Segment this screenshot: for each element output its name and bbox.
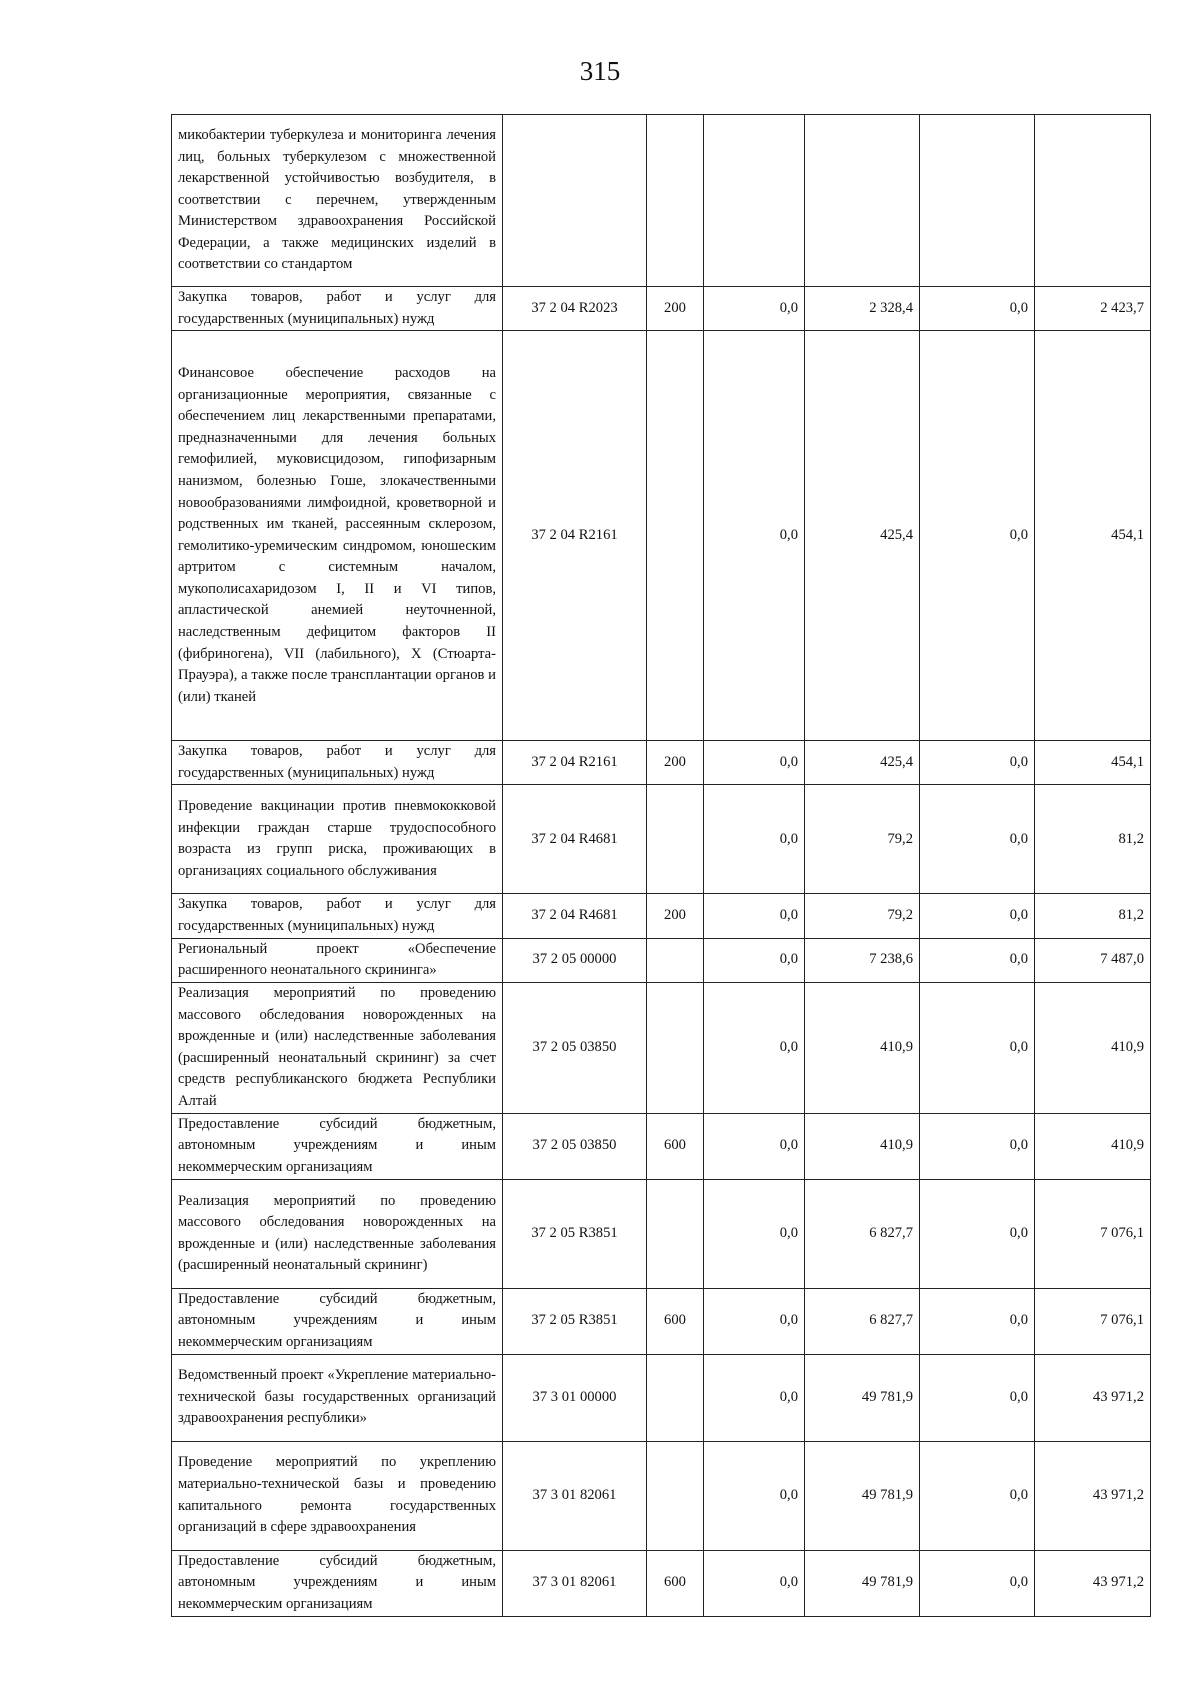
amount-col-3: 0,0 (920, 1288, 1035, 1354)
target-article-code: 37 2 04 R4681 (503, 894, 647, 938)
amount-col-3: 0,0 (920, 894, 1035, 938)
amount-col-2 (805, 115, 920, 287)
amount-col-4: 81,2 (1035, 785, 1151, 894)
amount-col-2: 7 238,6 (805, 938, 920, 982)
expense-type-code (647, 785, 704, 894)
amount-col-4: 2 423,7 (1035, 287, 1151, 331)
target-article-code: 37 3 01 00000 (503, 1354, 647, 1441)
table-row (172, 938, 1151, 982)
expense-type-code (647, 938, 704, 982)
amount-col-4: 81,2 (1035, 894, 1151, 938)
table-row (172, 1441, 1151, 1550)
amount-col-2: 79,2 (805, 894, 920, 938)
amount-col-1: 0,0 (704, 1113, 805, 1179)
amount-col-4: 43 971,2 (1035, 1354, 1151, 1441)
amount-col-2: 410,9 (805, 982, 920, 1113)
amount-col-1: 0,0 (704, 938, 805, 982)
row-description: Реализация мероприятий по проведению массового обследования новорожденных на врожденные и (или) наследственные заболевания (расширенный неонатальный скрининг) за счет средств республиканского бюджета Республики Алтай (172, 982, 503, 1113)
expense-type-code (647, 1179, 704, 1288)
target-article-code: 37 2 04 R2161 (503, 331, 647, 741)
amount-col-3: 0,0 (920, 1550, 1035, 1616)
amount-col-1: 0,0 (704, 1288, 805, 1354)
amount-col-4 (1035, 115, 1151, 287)
table-row (172, 1113, 1151, 1179)
amount-col-3: 0,0 (920, 1354, 1035, 1441)
target-article-code: 37 2 05 00000 (503, 938, 647, 982)
amount-col-3: 0,0 (920, 287, 1035, 331)
table-row (172, 785, 1151, 894)
table-row (172, 115, 1151, 287)
row-description: Закупка товаров, работ и услуг для государственных (муниципальных) нужд (172, 894, 503, 938)
amount-col-4: 454,1 (1035, 741, 1151, 785)
amount-col-2: 6 827,7 (805, 1288, 920, 1354)
expense-type-code: 200 (647, 894, 704, 938)
target-article-code: 37 2 05 03850 (503, 1113, 647, 1179)
expense-type-code (647, 1354, 704, 1441)
amount-col-4: 410,9 (1035, 982, 1151, 1113)
amount-col-2: 425,4 (805, 331, 920, 741)
amount-col-2: 49 781,9 (805, 1550, 920, 1616)
row-description: Закупка товаров, работ и услуг для государственных (муниципальных) нужд (172, 287, 503, 331)
table-row (172, 1288, 1151, 1354)
table-body (172, 115, 1151, 1617)
amount-col-2: 410,9 (805, 1113, 920, 1179)
target-article-code: 37 3 01 82061 (503, 1441, 647, 1550)
amount-col-1: 0,0 (704, 1354, 805, 1441)
amount-col-2: 6 827,7 (805, 1179, 920, 1288)
target-article-code: 37 2 04 R2023 (503, 287, 647, 331)
amount-col-1: 0,0 (704, 331, 805, 741)
row-description: Предоставление субсидий бюджетным, автономным учреждениям и иным некоммерческим организациям (172, 1288, 503, 1354)
amount-col-1: 0,0 (704, 1550, 805, 1616)
amount-col-2: 49 781,9 (805, 1441, 920, 1550)
amount-col-4: 43 971,2 (1035, 1441, 1151, 1550)
amount-col-4: 410,9 (1035, 1113, 1151, 1179)
expense-type-code (647, 1441, 704, 1550)
row-description: Региональный проект «Обеспечение расширенного неонатального скрининга» (172, 938, 503, 982)
target-article-code: 37 2 05 R3851 (503, 1179, 647, 1288)
target-article-code: 37 2 05 R3851 (503, 1288, 647, 1354)
table-row (172, 982, 1151, 1113)
table-row (172, 331, 1151, 741)
target-article-code (503, 115, 647, 287)
amount-col-3: 0,0 (920, 982, 1035, 1113)
row-description: Закупка товаров, работ и услуг для государственных (муниципальных) нужд (172, 741, 503, 785)
target-article-code: 37 2 05 03850 (503, 982, 647, 1113)
expense-type-code: 600 (647, 1550, 704, 1616)
amount-col-3: 0,0 (920, 938, 1035, 982)
amount-col-1: 0,0 (704, 287, 805, 331)
amount-col-3: 0,0 (920, 1441, 1035, 1550)
amount-col-3: 0,0 (920, 1179, 1035, 1288)
page-number: 315 (579, 56, 621, 86)
target-article-code: 37 3 01 82061 (503, 1550, 647, 1616)
amount-col-1: 0,0 (704, 1441, 805, 1550)
table-row (172, 1179, 1151, 1288)
amount-col-1 (704, 115, 805, 287)
amount-col-4: 7 076,1 (1035, 1288, 1151, 1354)
amount-col-1: 0,0 (704, 982, 805, 1113)
amount-col-1: 0,0 (704, 785, 805, 894)
expense-type-code: 600 (647, 1288, 704, 1354)
amount-col-1: 0,0 (704, 1179, 805, 1288)
amount-col-2: 79,2 (805, 785, 920, 894)
table-row (172, 1354, 1151, 1441)
row-description: Предоставление субсидий бюджетным, автономным учреждениям и иным некоммерческим организациям (172, 1550, 503, 1616)
amount-col-2: 2 328,4 (805, 287, 920, 331)
table-row (172, 741, 1151, 785)
amount-col-2: 49 781,9 (805, 1354, 920, 1441)
amount-col-4: 7 487,0 (1035, 938, 1151, 982)
amount-col-3: 0,0 (920, 1113, 1035, 1179)
row-description: Финансовое обеспечение расходов на организационные мероприятия, связанные с обеспечением лиц лекарственными препаратами, предназначенными для лечения больных гемофилией, муковисцидозом, гипофизарным нанизмом, болезнью Гоше, злокачественными новообразованиями лимфоидной, кроветворной и родственных им тканей, рассеянным склерозом, гемолитико-уремическим синдромом, юношеским артритом с системным началом, мукополисахаридозом I, II и VI типов, апластической анемией неуточненной, наследственным дефицитом факторов II (фибриногена), VII (лабильного), X (Стюарта-Прауэра), а также после трансплантации органов и (или) тканей (172, 331, 503, 741)
expense-type-code: 200 (647, 741, 704, 785)
row-description: Ведомственный проект «Укрепление материально-технической базы государственных организаций здравоохранения республики» (172, 1354, 503, 1441)
expense-type-code (647, 982, 704, 1113)
amount-col-1: 0,0 (704, 741, 805, 785)
expense-type-code (647, 331, 704, 741)
table-row (172, 1550, 1151, 1616)
expense-type-code: 600 (647, 1113, 704, 1179)
expense-type-code (647, 115, 704, 287)
amount-col-4: 454,1 (1035, 331, 1151, 741)
table-row (172, 287, 1151, 331)
row-description: Проведение вакцинации против пневмококковой инфекции граждан старше трудоспособного возраста из групп риска, проживающих в организациях социального обслуживания (172, 785, 503, 894)
row-description: Проведение мероприятий по укреплению материально-технической базы и проведению капитального ремонта государственных организаций в сфере здравоохранения (172, 1441, 503, 1550)
expense-type-code: 200 (647, 287, 704, 331)
row-description: Предоставление субсидий бюджетным, автономным учреждениям и иным некоммерческим организациям (172, 1113, 503, 1179)
amount-col-3: 0,0 (920, 785, 1035, 894)
amount-col-3: 0,0 (920, 741, 1035, 785)
amount-col-1: 0,0 (704, 894, 805, 938)
target-article-code: 37 2 04 R4681 (503, 785, 647, 894)
row-description: микобактерии туберкулеза и мониторинга лечения лиц, больных туберкулезом с множественной лекарственной устойчивостью возбудителя, в соответствии с перечнем, утвержденным Министерством здравоохранения Российской Федерации, а также медицинских изделий в соответствии со стандартом (172, 115, 503, 287)
amount-col-4: 43 971,2 (1035, 1550, 1151, 1616)
row-description: Реализация мероприятий по проведению массового обследования новорожденных на врожденные и (или) наследственные заболевания (расширенный неонатальный скрининг) (172, 1179, 503, 1288)
target-article-code: 37 2 04 R2161 (503, 741, 647, 785)
table-row (172, 894, 1151, 938)
budget-table (171, 114, 1151, 1617)
amount-col-3: 0,0 (920, 331, 1035, 741)
amount-col-4: 7 076,1 (1035, 1179, 1151, 1288)
amount-col-2: 425,4 (805, 741, 920, 785)
amount-col-3 (920, 115, 1035, 287)
